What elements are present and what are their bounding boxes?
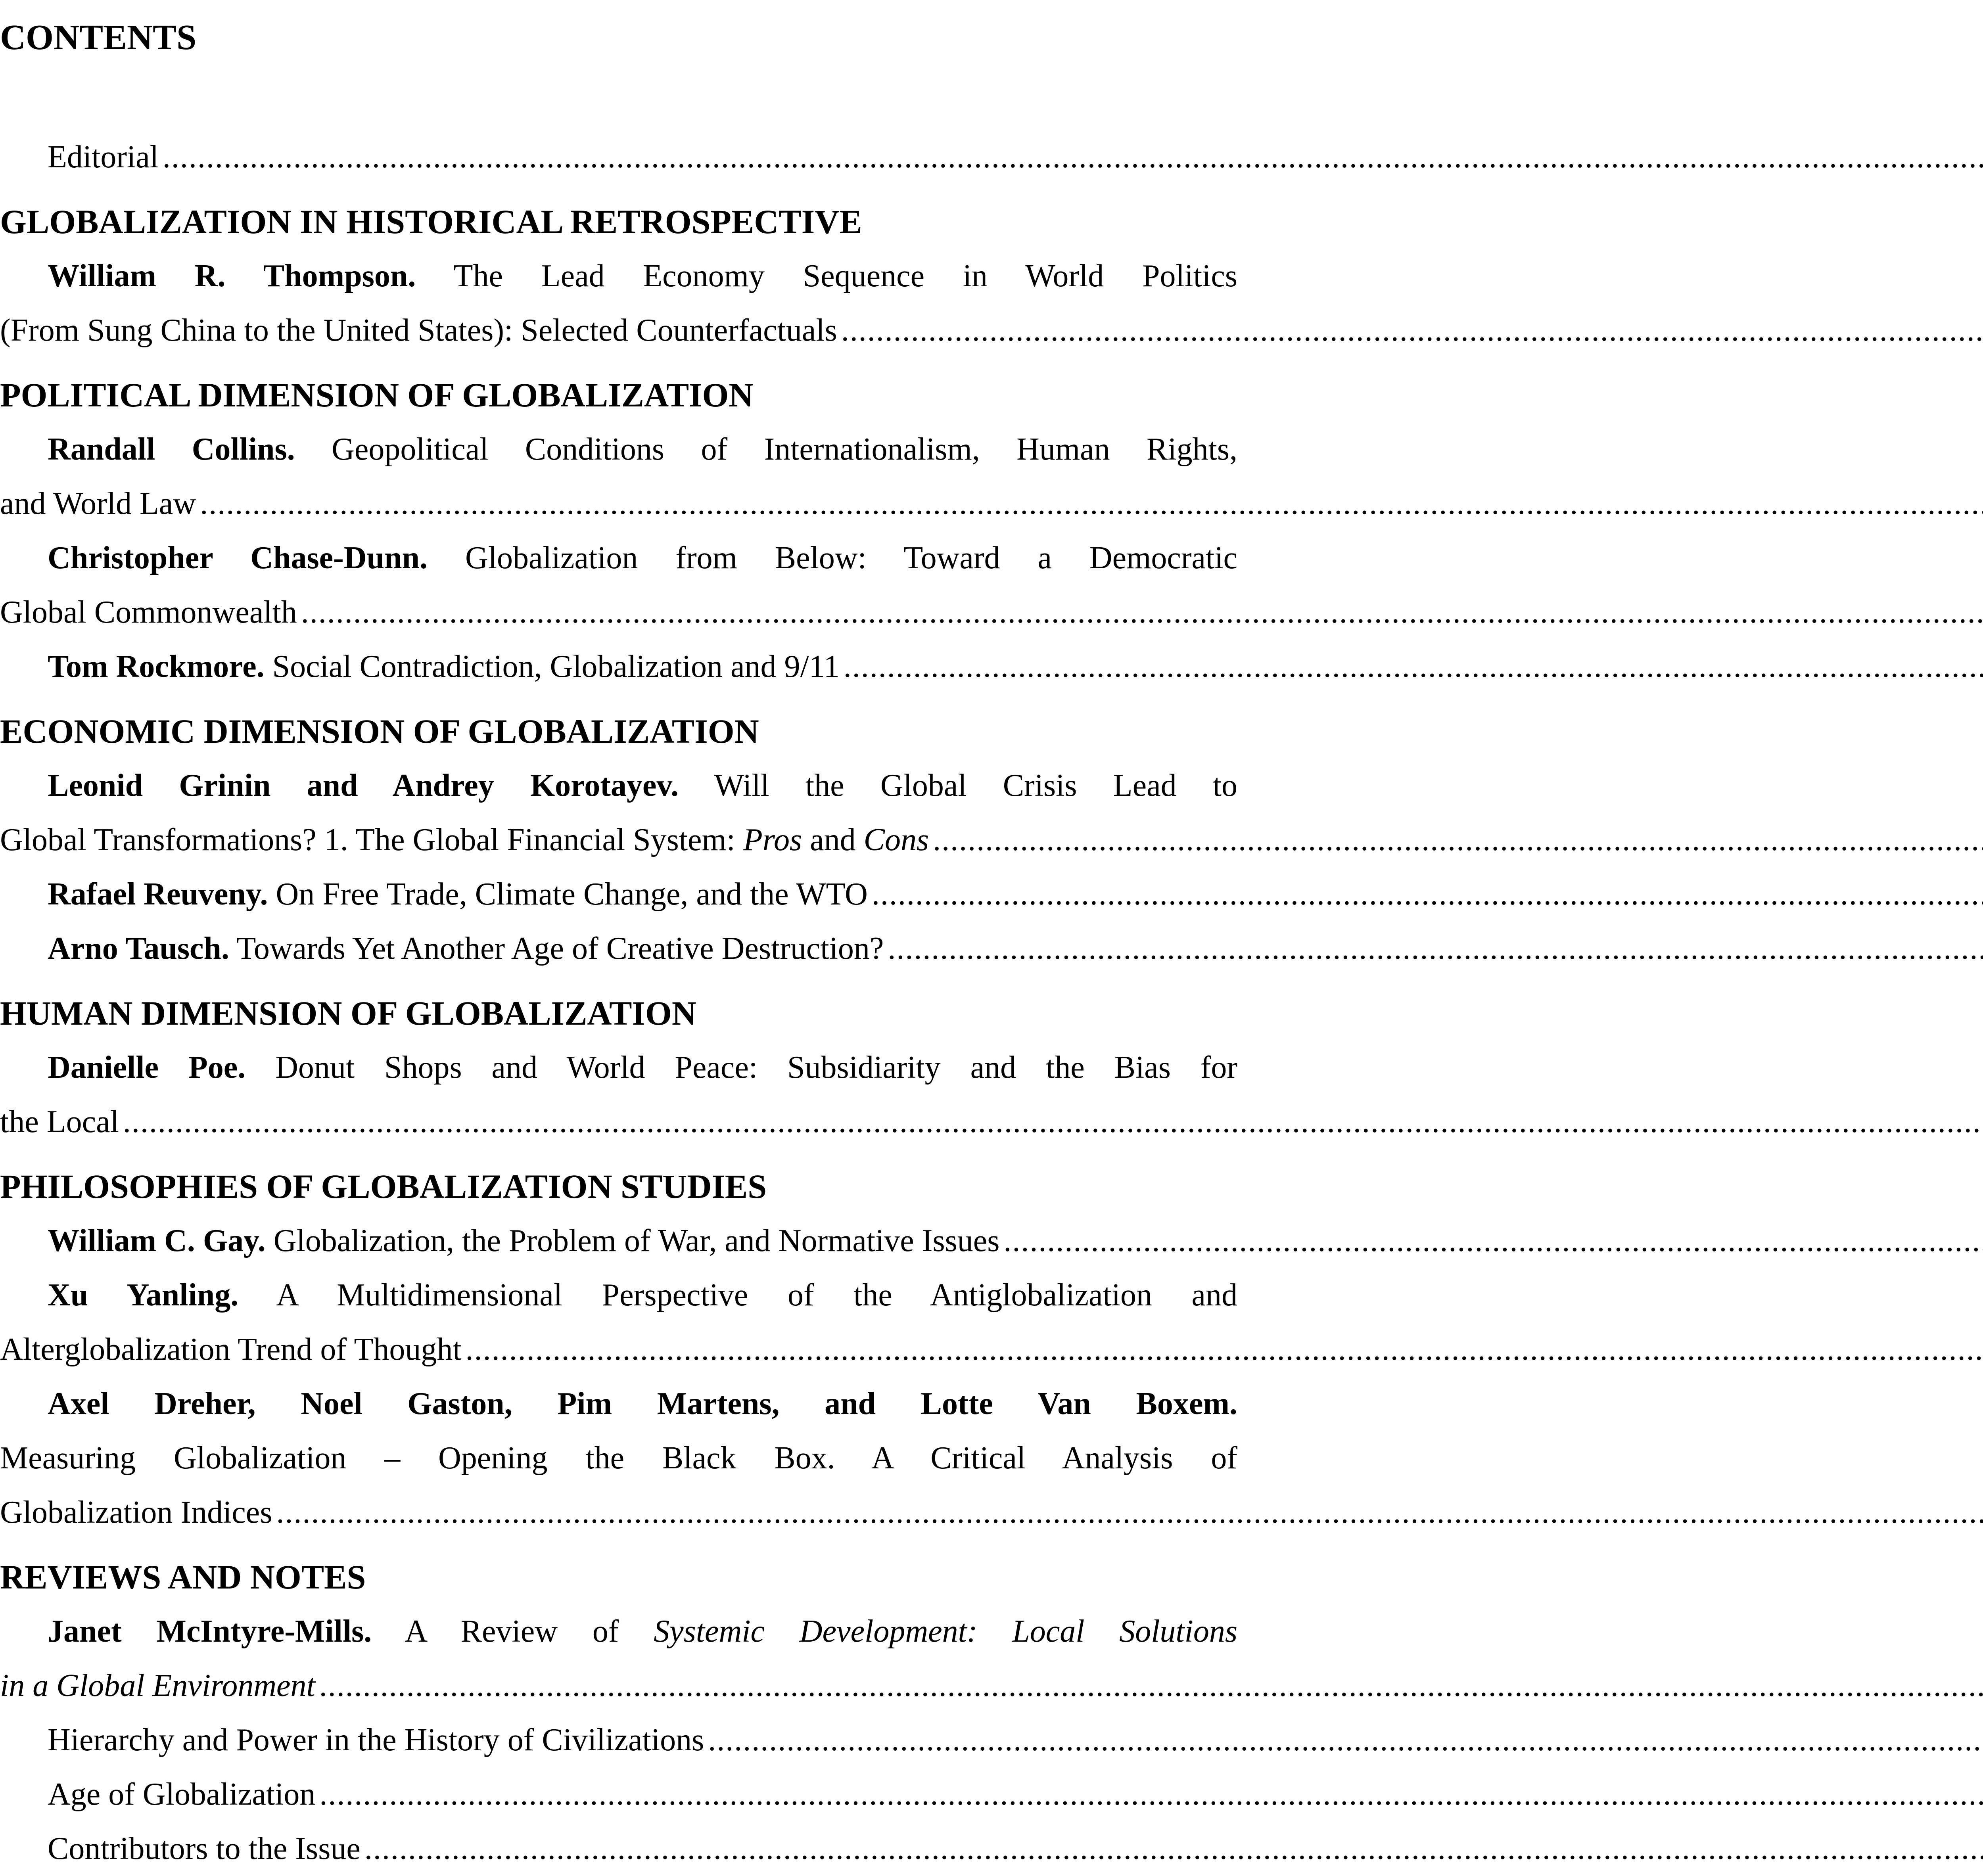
toc-entry[interactable] (0, 1041, 1237, 1149)
entry-author: Danielle Poe. (48, 1050, 246, 1085)
entry-title: Age of Globalization (48, 1777, 316, 1812)
toc-entry[interactable] (0, 867, 1237, 922)
entry-title-italic: Cons (863, 822, 929, 857)
entry-title: Measuring Globalization – Opening the Black Box. A Critical Analysis of (0, 1441, 1237, 1476)
entry-title: Globalization, the Problem of War, and Normative Issues (273, 1223, 1000, 1258)
entry-author: Axel Dreher, Noel Gaston, Pim Martens, and Lotte Van Boxem. (48, 1386, 1237, 1421)
dot-leader (999, 1214, 1983, 1268)
entry-author: Randall Collins. (48, 432, 295, 467)
dot-leader (159, 130, 1983, 184)
section-heading: GLOBALIZATION IN HISTORICAL RETROSPECTIVE (0, 203, 862, 241)
toc-entry[interactable] (0, 640, 1237, 694)
entry-title-cont: (From Sung China to the United States): Selected Counterfactuals (0, 313, 837, 348)
dot-leader (868, 867, 1983, 922)
entry-author: William R. Thompson. (48, 259, 416, 293)
toc-entry[interactable] (0, 249, 1237, 358)
dot-leader (840, 640, 1983, 694)
entry-title-italic: in a Global Environment (0, 1668, 315, 1703)
dot-leader (361, 1822, 1983, 1876)
entry-title-cont: Globalization Indices (0, 1495, 272, 1530)
entry-title: A Multidimensional Perspective of the Antiglobalization and (276, 1278, 1237, 1313)
section-heading: PHILOSOPHIES OF GLOBALIZATION STUDIES (0, 1167, 767, 1205)
entry-author: Xu Yanling. (48, 1278, 239, 1313)
dot-leader (272, 1485, 1983, 1540)
entry-author: Leonid Grinin and Andrey Korotayev. (48, 768, 679, 803)
section-heading: ECONOMIC DIMENSION OF GLOBALIZATION (0, 712, 759, 750)
dot-leader (315, 1767, 1983, 1822)
entry-title: Editorial (48, 140, 159, 174)
toc-entry[interactable] (0, 1767, 1237, 1822)
section-heading: POLITICAL DIMENSION OF GLOBALIZATION (0, 376, 754, 414)
entry-title-cont: and World Law (0, 486, 196, 521)
entry-title: Globalization from Below: Toward a Democratic (465, 540, 1237, 575)
entry-author: Christopher Chase-Dunn. (48, 540, 428, 575)
entry-title: Geopolitical Conditions of Internationalism, Human Rights, (332, 432, 1238, 467)
section-heading: REVIEWS AND NOTES (0, 1558, 366, 1596)
entry-author: Arno Tausch. (48, 931, 229, 966)
entry-title: A Review of (405, 1614, 654, 1649)
dot-leader (297, 585, 1983, 640)
toc-entry[interactable] (0, 1214, 1237, 1268)
toc-entry[interactable] (0, 531, 1237, 640)
entry-title: Social Contradiction, Globalization and 9/11 (272, 649, 840, 684)
entry-title: Contributors to the Issue (48, 1831, 361, 1866)
entry-title-cont: the Local (0, 1104, 119, 1139)
toc-entry[interactable] (0, 1377, 1237, 1540)
entry-title-cont: and (802, 822, 864, 857)
entry-title-italic: Systemic Development: Local Solutions (654, 1614, 1238, 1649)
page-title: CONTENTS (0, 18, 197, 57)
toc-entry[interactable] (0, 759, 1237, 867)
toc-entry[interactable] (0, 1268, 1237, 1377)
entry-title: Hierarchy and Power in the History of Civilizations (48, 1723, 704, 1757)
dot-leader (837, 303, 1983, 358)
entry-author: Janet McIntyre-Mills. (48, 1614, 372, 1649)
toc-entry-editorial[interactable] (0, 130, 1237, 184)
dot-leader (315, 1659, 1983, 1713)
dot-leader (929, 813, 1983, 867)
entry-title: The Lead Economy Sequence in World Politics (453, 259, 1237, 293)
entry-title: On Free Trade, Climate Change, and the WTO (276, 877, 868, 912)
toc-entry[interactable] (0, 422, 1237, 531)
entry-title-cont: Global Transformations? 1. The Global Financial System: (0, 822, 743, 857)
entry-title-cont: Alterglobalization Trend of Thought (0, 1332, 462, 1367)
entry-author: Rafael Reuveny. (48, 877, 268, 912)
toc-entry[interactable] (0, 922, 1237, 976)
section-heading: HUMAN DIMENSION OF GLOBALIZATION (0, 994, 696, 1032)
dot-leader (462, 1322, 1983, 1377)
entry-author: William C. Gay. (48, 1223, 266, 1258)
entry-title: Towards Yet Another Age of Creative Destruction? (236, 931, 884, 966)
toc-entry[interactable] (0, 1822, 1237, 1876)
dot-leader (196, 477, 1983, 531)
dot-leader (884, 922, 1983, 976)
entry-title-cont: Global Commonwealth (0, 595, 297, 630)
toc-entry[interactable] (0, 1713, 1237, 1767)
entry-author: Tom Rockmore. (48, 649, 265, 684)
dot-leader (704, 1713, 1983, 1767)
dot-leader (119, 1095, 1983, 1149)
entry-title-italic: Pros (743, 822, 802, 857)
entry-title: Will the Global Crisis Lead to (714, 768, 1238, 803)
toc-entry[interactable] (0, 1604, 1237, 1713)
entry-title: Donut Shops and World Peace: Subsidiarity and the Bias for (275, 1050, 1238, 1085)
